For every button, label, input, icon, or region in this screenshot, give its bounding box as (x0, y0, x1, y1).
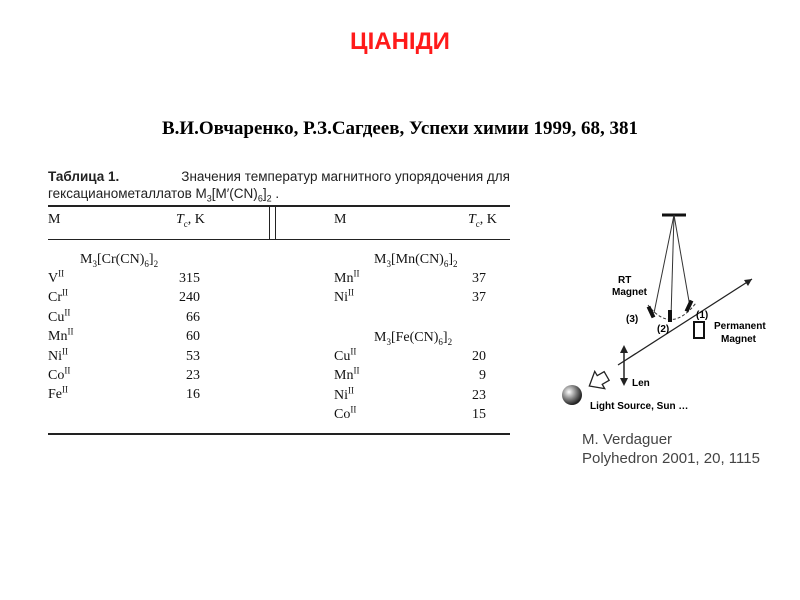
header-tc-right (468, 212, 497, 228)
table-row-tc: 66 (186, 309, 200, 325)
table-row-metal: $Ni^{II}$ (334, 385, 354, 403)
credit-author: M. Verdaguer (582, 431, 673, 448)
diagram-credit (582, 430, 760, 468)
table-row-metal: $Ni^{II}$ (334, 287, 354, 306)
label-light-source: Light Source, Sun … (590, 401, 689, 412)
table-row-tc: 23 (472, 387, 486, 403)
header-tc-right-t: T (468, 212, 476, 227)
table-row-metal: $Mn^{II}$ (334, 268, 360, 286)
table-row-metal: $Cr^{II}$ (48, 287, 68, 306)
pendulum-string-3 (654, 215, 674, 313)
group-title-cr: $M_3[Cr(CN)_6]_2$ (80, 252, 159, 269)
caption-line2-end: ] (262, 186, 267, 201)
label-len: Len (632, 378, 650, 389)
table-top-rule (48, 205, 510, 207)
table-row-tc: 240 (179, 290, 200, 306)
label-position-2: (2) (657, 324, 670, 335)
header-tc-left-unit: , K (187, 212, 205, 227)
table-row-metal: $Mn^{II}$ (334, 365, 360, 384)
table-caption (48, 168, 510, 202)
header-tc-right-sub: c (475, 218, 480, 229)
caption-line2-mid: [M′(CN) (211, 186, 258, 201)
table-row-metal: $Ni^{II}$ (48, 345, 68, 364)
lens-arrow-down (620, 378, 628, 386)
table-header-rule (48, 239, 510, 240)
group-title-mn: $M_3[Mn(CN)_6]_2$ (374, 252, 458, 269)
label-permanent-magnet: Magnet (721, 334, 756, 345)
table-row-metal: $Mn^{II}$ (48, 326, 74, 345)
table-row-tc: 37 (472, 290, 486, 306)
label-position-1: (1) (696, 310, 709, 321)
table-row-metal: $Cu^{II}$ (48, 307, 71, 325)
table-row-tc: 23 (186, 368, 200, 383)
pendulum-string-2 (671, 215, 674, 317)
credit-source: Polyhedron 2001, 20, 1115 (582, 450, 760, 467)
label-position-3: (3) (626, 314, 639, 325)
pendulum-bob-2 (668, 310, 672, 322)
reference-citation: В.И.Овчаренко, Р.З.Сагдеев, Успехи химии 1999, 68, 381 (161, 118, 639, 139)
label-rt: RT (618, 275, 632, 286)
caption-sub-3: 3 (206, 193, 212, 204)
light-arrow-icon (584, 367, 611, 394)
table-row-metal: $Co^{II}$ (334, 404, 357, 423)
table-row-tc: 315 (179, 271, 200, 286)
group-title-fe: $M_3[Fe(CN)_6]_2$ (374, 330, 453, 347)
lens-arrow-up (620, 345, 628, 353)
table-row-tc: 9 (479, 368, 486, 384)
column-divider (269, 206, 276, 240)
table-row-tc: 16 (186, 387, 200, 403)
sun-sphere-icon (562, 385, 582, 405)
header-m-right: M (334, 212, 347, 227)
header-m-left: M (48, 212, 61, 227)
caption-sub-6: 6 (257, 193, 263, 204)
label-permanent: Permanent (714, 321, 766, 332)
table-row-tc: 60 (186, 329, 200, 345)
table-row-tc: 20 (472, 349, 486, 364)
pendulum-bob-1 (685, 300, 694, 313)
light-beam-arrowhead (744, 279, 752, 286)
caption-bold-label: Таблица 1. (48, 169, 120, 184)
header-tc-right-unit: , K (479, 212, 497, 227)
table-row-metal: $V^{II}$ (48, 268, 65, 286)
table-row-metal: $Cu^{II}$ (334, 346, 357, 364)
table-row-tc: 37 (472, 271, 486, 286)
permanent-magnet-block (694, 322, 704, 338)
caption-line1-text: Значения температур магнитного упорядочения для (181, 169, 510, 184)
table-row-tc: 15 (472, 407, 486, 423)
pendulum-string-1 (674, 215, 690, 307)
header-tc-left (176, 212, 205, 228)
caption-line2-tail: . (271, 186, 280, 201)
page-title: ЦІАНІДИ (350, 28, 450, 55)
caption-line2-prefix: гексацианометаллатов M (48, 186, 207, 201)
header-tc-left-sub: c (183, 218, 188, 229)
photomagnetic-diagram (556, 205, 776, 420)
table-row-metal: $Co^{II}$ (48, 365, 71, 383)
label-rt-magnet: Magnet (612, 287, 647, 298)
header-tc-left-t: T (176, 212, 184, 227)
table-row-metal: $Fe^{II}$ (48, 384, 68, 403)
caption-sub-2: 2 (266, 193, 272, 204)
table-row-tc: 53 (186, 348, 200, 364)
table-bottom-rule (48, 433, 510, 435)
